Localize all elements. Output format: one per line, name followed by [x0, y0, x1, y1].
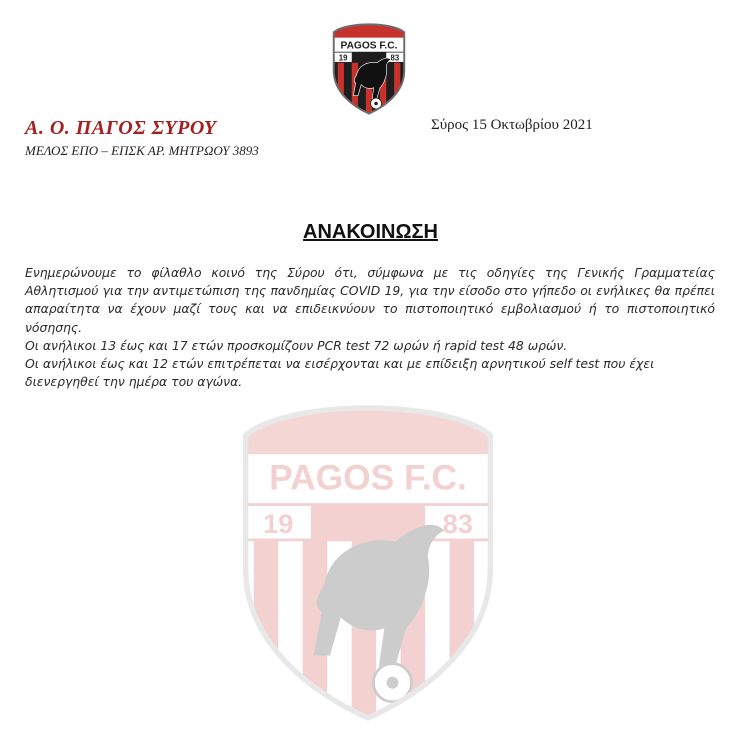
club-registration: ΜΕΛΟΣ ΕΠΟ – ΕΠΣΚ ΑΡ. ΜΗΤΡΩΟΥ 3893	[25, 143, 259, 158]
crest-year-left: 19	[338, 53, 348, 63]
club-name: Α. Ο. ΠΑΓΟΣ ΣΥΡΟΥ	[25, 117, 217, 139]
announcement-body	[25, 264, 715, 391]
watermark-crest-text: PAGOS F.C.	[269, 458, 467, 498]
club-crest-logo	[328, 22, 410, 116]
svg-text:19: 19	[263, 508, 294, 540]
announcement-title: ΑΝΑΚΟΙΝΩΣΗ	[303, 221, 438, 243]
announcement-paragraph-1: Ενημερώνουμε το φίλαθλο κοινό της Σύρου ότι, σύμφωνα με τις οδηγίες της Γενικής Γραμματείας Αθλητισμού για την αντιμετώπιση της πανδημίας COVID 19, για την είσοδο στο γήπεδο οι ενήλικες θα πρέπει απαραίτητα να έχουν μαζί τους και να επιδεικνύουν το πιστοποιητικό εμβολιασμού ή το πιστοποιητικό νόσησης.	[25, 265, 715, 335]
watermark-crest-icon	[232, 398, 504, 728]
crest-year-right: 83	[390, 53, 400, 63]
crest-text: PAGOS F.C.	[340, 40, 398, 52]
announcement-paragraph-3: Οι ανήλικοι έως και 12 ετών επιτρέπεται να εισέρχονται και με επίδειξη αρνητικού self test που έχει διενεργηθεί την ημέρα του αγώνα.	[25, 356, 655, 390]
announcement-paragraph-2: Οι ανήλικοι 13 έως και 17 ετών προσκομίζουν PCR test 72 ωρών ή rapid test 48 ωρών.	[25, 337, 568, 353]
document-date: Σύρος 15 Οκτωβρίου 2021	[431, 117, 593, 133]
svg-text:83: 83	[442, 508, 473, 540]
